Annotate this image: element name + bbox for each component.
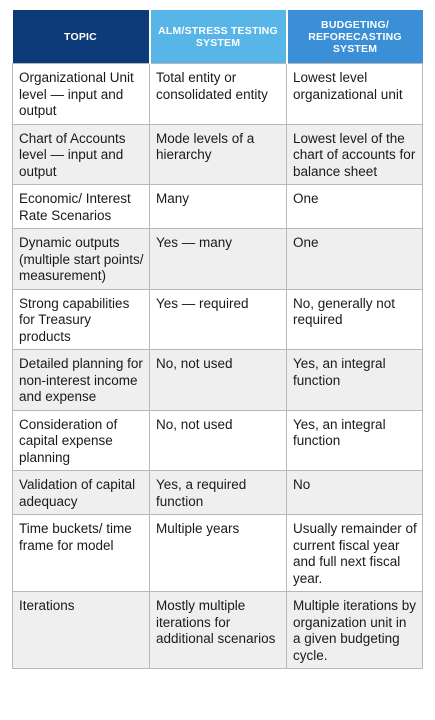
cell-alm: No, not used: [150, 350, 287, 411]
cell-alm: Yes — many: [150, 229, 287, 290]
cell-topic: Organizational Unit level — input and output: [13, 64, 150, 125]
table-row: [13, 64, 423, 125]
comparison-table: [12, 10, 423, 669]
cell-alm: Mostly multiple iterations for additional scenarios: [150, 592, 287, 669]
cell-topic: Iterations: [13, 592, 150, 669]
table-row: [13, 410, 423, 471]
cell-budgeting: One: [287, 185, 423, 229]
table-header-row: [13, 10, 423, 64]
cell-budgeting: No, generally not required: [287, 289, 423, 350]
cell-budgeting: One: [287, 229, 423, 290]
table-row: [13, 471, 423, 515]
cell-topic: Detailed planning for non-interest income and expense: [13, 350, 150, 411]
table-row: [13, 515, 423, 592]
table-row: [13, 185, 423, 229]
header-topic: TOPIC: [13, 10, 150, 64]
table-row: [13, 289, 423, 350]
cell-alm: Yes, a required function: [150, 471, 287, 515]
cell-alm: Mode levels of a hierarchy: [150, 124, 287, 185]
table-row: [13, 592, 423, 669]
cell-budgeting: Yes, an integral function: [287, 410, 423, 471]
cell-alm: No, not used: [150, 410, 287, 471]
table-row: [13, 124, 423, 185]
cell-topic: Economic/ Interest Rate Scenarios: [13, 185, 150, 229]
comparison-table-container: [12, 10, 422, 669]
cell-budgeting: Multiple iterations by organization unit in a given budgeting cycle.: [287, 592, 423, 669]
cell-alm: Yes — required: [150, 289, 287, 350]
cell-topic: Validation of capital adequacy: [13, 471, 150, 515]
cell-topic: Consideration of capital expense planning: [13, 410, 150, 471]
cell-alm: Multiple years: [150, 515, 287, 592]
header-budgeting-system: BUDGETING/ REFORECASTING SYSTEM: [287, 10, 423, 64]
cell-topic: Chart of Accounts level — input and output: [13, 124, 150, 185]
cell-budgeting: Usually remainder of current fiscal year and full next fiscal year.: [287, 515, 423, 592]
table-row: [13, 350, 423, 411]
cell-alm: Total entity or consolidated entity: [150, 64, 287, 125]
cell-alm: Many: [150, 185, 287, 229]
cell-budgeting: Lowest level of the chart of accounts for balance sheet: [287, 124, 423, 185]
cell-topic: Strong capabilities for Treasury products: [13, 289, 150, 350]
cell-topic: Dynamic outputs (multiple start points/ measurement): [13, 229, 150, 290]
cell-budgeting: Yes, an integral function: [287, 350, 423, 411]
header-alm-system: ALM/STRESS TESTING SYSTEM: [150, 10, 287, 64]
cell-budgeting: Lowest level organizational unit: [287, 64, 423, 125]
table-row: [13, 229, 423, 290]
cell-budgeting: No: [287, 471, 423, 515]
cell-topic: Time buckets/ time frame for model: [13, 515, 150, 592]
